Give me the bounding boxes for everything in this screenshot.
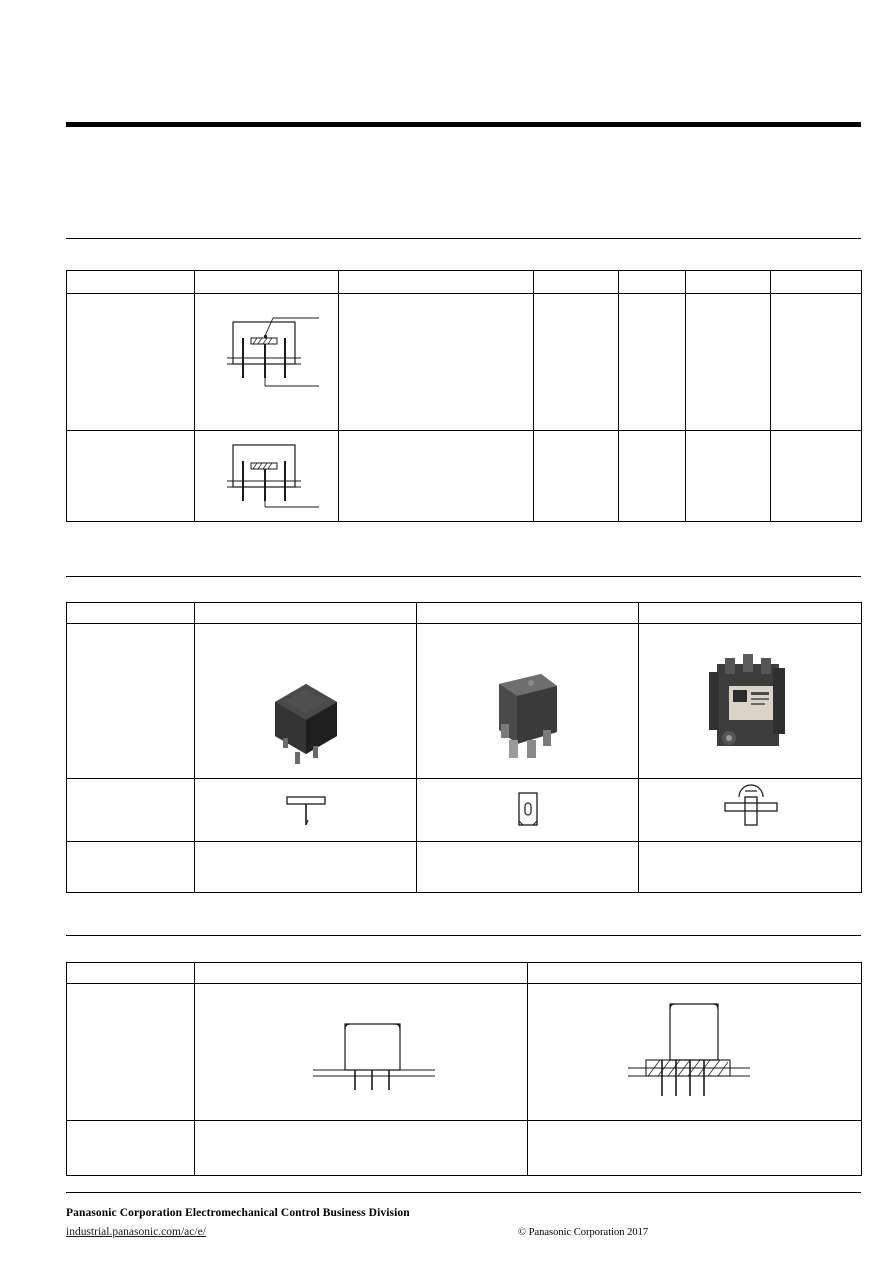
terminal-icon-tab-icon (417, 779, 639, 841)
mount-figure-through-hole-icon (528, 984, 862, 1120)
terminal-icon-pcb-icon (195, 779, 417, 841)
section1-row1-col3 (534, 431, 619, 522)
section1-col-1 (195, 271, 339, 294)
section3-col-2 (528, 963, 862, 984)
section2-col-1 (195, 603, 417, 624)
section1-row0-col3 (534, 294, 619, 431)
section1-row0-col4 (619, 294, 686, 431)
section2-row2-cell2 (639, 842, 862, 893)
section1-row1-col4 (619, 431, 686, 522)
section1-row1-figure (195, 431, 339, 522)
footer-copyright: © Panasonic Corporation 2017 (518, 1227, 649, 1238)
relay-photo-pcb-black-icon (195, 624, 417, 778)
section1-row1-label (67, 431, 195, 522)
section1-row0-label (67, 294, 195, 431)
section1-col-3 (534, 271, 619, 294)
section1-top-rule (66, 238, 861, 239)
terminal-icon-tab (417, 779, 639, 842)
section1-row0-description (339, 294, 534, 431)
section3-table (66, 962, 862, 1176)
section3-row1-cell0 (195, 1121, 528, 1176)
section1-row1-description (339, 431, 534, 522)
mount-figure-surface (195, 984, 528, 1121)
relay-photo-power-open-icon (639, 624, 862, 778)
section1-row0-col5 (686, 294, 771, 431)
section1-row1-col6 (771, 431, 862, 522)
section3-header-row (67, 963, 862, 984)
table-row (67, 1121, 862, 1176)
terminal-icon-screw (639, 779, 862, 842)
section1-row1-col5 (686, 431, 771, 522)
terminal-cross-section-upper-icon (195, 294, 339, 430)
section1-col-4 (619, 271, 686, 294)
section1-col-2 (339, 271, 534, 294)
section1-header-row (67, 271, 862, 294)
section3-col-0 (67, 963, 195, 984)
section1-table (66, 270, 862, 522)
terminal-cross-section-lower-icon (195, 431, 339, 521)
section2-col-0 (67, 603, 195, 624)
footer-url-link[interactable]: industrial.panasonic.com/ac/e/ (66, 1226, 206, 1238)
mount-figure-surface-icon (195, 984, 528, 1120)
section3-row0-label (67, 984, 195, 1121)
terminal-icon-screw-icon (639, 779, 862, 841)
table-row (67, 779, 862, 842)
table-row (67, 294, 862, 431)
relay-photo-pcb-black (195, 624, 417, 779)
section2-row0-label (67, 624, 195, 779)
section3-row1-label (67, 1121, 195, 1176)
section2-col-3 (639, 603, 862, 624)
section2-top-rule (66, 576, 861, 577)
section3-top-rule (66, 935, 861, 936)
section1-col-6 (771, 271, 862, 294)
terminal-icon-pcb (195, 779, 417, 842)
section2-row2-cell0 (195, 842, 417, 893)
section1-row0-figure (195, 294, 339, 431)
section3-row1-cell1 (528, 1121, 862, 1176)
footer-company: Panasonic Corporation Electromechanical Control Business Division (66, 1207, 410, 1219)
section3-col-1 (195, 963, 528, 984)
table-row (67, 984, 862, 1121)
section2-row2-cell1 (417, 842, 639, 893)
section2-row2-label (67, 842, 195, 893)
relay-photo-power-open (639, 624, 862, 779)
section1-col-5 (686, 271, 771, 294)
relay-photo-plugin-gray (417, 624, 639, 779)
table-row (67, 842, 862, 893)
section1-col-0 (67, 271, 195, 294)
section1-row0-col6 (771, 294, 862, 431)
header-rule (66, 122, 861, 127)
table-row (67, 624, 862, 779)
section2-header-row (67, 603, 862, 624)
relay-photo-plugin-gray-icon (417, 624, 639, 778)
mount-figure-through-hole (528, 984, 862, 1121)
section2-table (66, 602, 862, 893)
table-row (67, 431, 862, 522)
section2-col-2 (417, 603, 639, 624)
footer-rule (66, 1192, 861, 1193)
section2-row1-label (67, 779, 195, 842)
